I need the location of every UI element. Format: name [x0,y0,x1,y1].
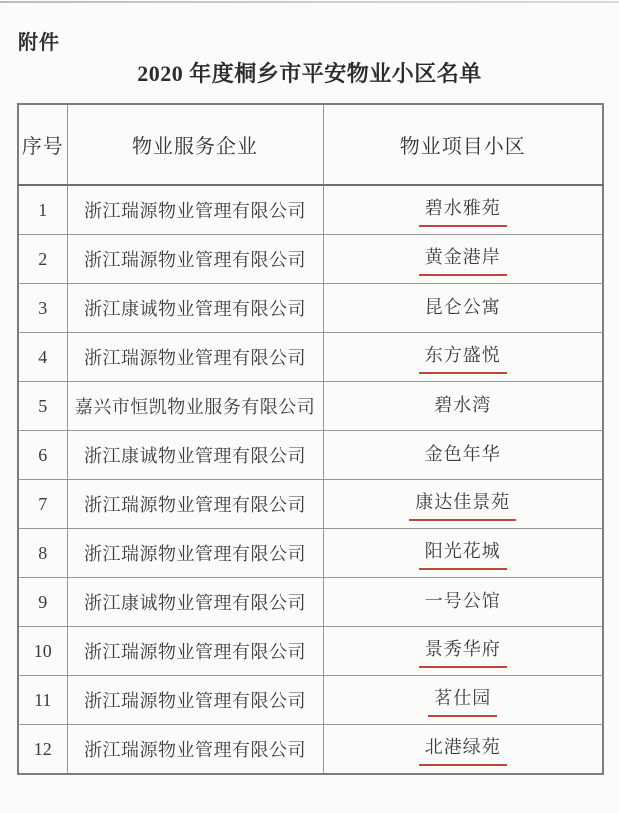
community-name: 北港绿苑 [419,733,507,766]
col-header-community: 物业项目小区 [323,104,603,185]
col-header-company: 物业服务企业 [67,104,323,185]
table-row [18,185,603,235]
table-row [18,529,603,578]
row-index-cell: 12 [18,725,67,775]
community-cell [323,480,603,529]
table-row [18,578,603,627]
community-name: 黄金港岸 [419,243,507,276]
community-name: 金色年华 [424,443,501,464]
community-name: 茗仕园 [428,684,497,717]
table-row [18,382,603,431]
row-index-cell: 8 [18,529,67,578]
table-header-row [18,104,603,185]
company-cell: 浙江瑞源物业管理有限公司 [67,627,323,676]
row-index-cell: 3 [18,284,67,333]
community-name: 景秀华府 [419,635,507,668]
company-cell: 浙江康诚物业管理有限公司 [67,284,323,333]
communities-table [17,103,604,775]
community-name: 康达佳景苑 [409,488,516,521]
table-row [18,676,603,725]
company-cell: 浙江瑞源物业管理有限公司 [67,185,323,235]
row-index-cell: 9 [18,578,67,627]
community-name: 昆仑公寓 [424,296,501,317]
row-index-cell: 5 [18,382,67,431]
scan-top-rule [0,1,619,3]
community-cell [323,333,603,382]
row-index-cell: 4 [18,333,67,382]
row-index-cell: 1 [18,185,67,235]
table-row [18,725,603,775]
community-cell [323,676,603,725]
community-name: 阳光花城 [419,537,507,570]
table-row [18,235,603,284]
community-cell [323,185,603,235]
community-name: 碧水雅苑 [419,194,507,227]
table-row [18,480,603,529]
community-cell [323,284,603,333]
page-title: 2020 年度桐乡市平安物业小区名单 [137,61,482,86]
company-cell: 浙江康诚物业管理有限公司 [67,578,323,627]
table-row [18,284,603,333]
table-body [18,185,603,774]
community-cell [323,431,603,480]
company-cell: 浙江瑞源物业管理有限公司 [67,480,323,529]
col-header-index: 序号 [18,104,67,185]
company-cell: 浙江瑞源物业管理有限公司 [67,676,323,725]
community-cell [323,578,603,627]
row-index-cell: 2 [18,235,67,284]
attachment-label: 附件 [18,32,60,54]
company-cell: 嘉兴市恒凯物业服务有限公司 [67,382,323,431]
company-cell: 浙江瑞源物业管理有限公司 [67,235,323,284]
community-cell [323,382,603,431]
community-name: 碧水湾 [434,394,492,415]
company-cell: 浙江瑞源物业管理有限公司 [67,333,323,382]
row-index-cell: 7 [18,480,67,529]
community-name: 东方盛悦 [419,341,507,374]
community-cell [323,725,603,775]
community-cell [323,235,603,284]
table-row [18,431,603,480]
row-index-cell: 10 [18,627,67,676]
table-row [18,627,603,676]
company-cell: 浙江康诚物业管理有限公司 [67,431,323,480]
row-index-cell: 6 [18,431,67,480]
row-index-cell: 11 [18,676,67,725]
community-name: 一号公馆 [424,590,501,611]
community-cell [323,529,603,578]
community-cell [323,627,603,676]
company-cell: 浙江瑞源物业管理有限公司 [67,725,323,775]
table-row [18,333,603,382]
company-cell: 浙江瑞源物业管理有限公司 [67,529,323,578]
